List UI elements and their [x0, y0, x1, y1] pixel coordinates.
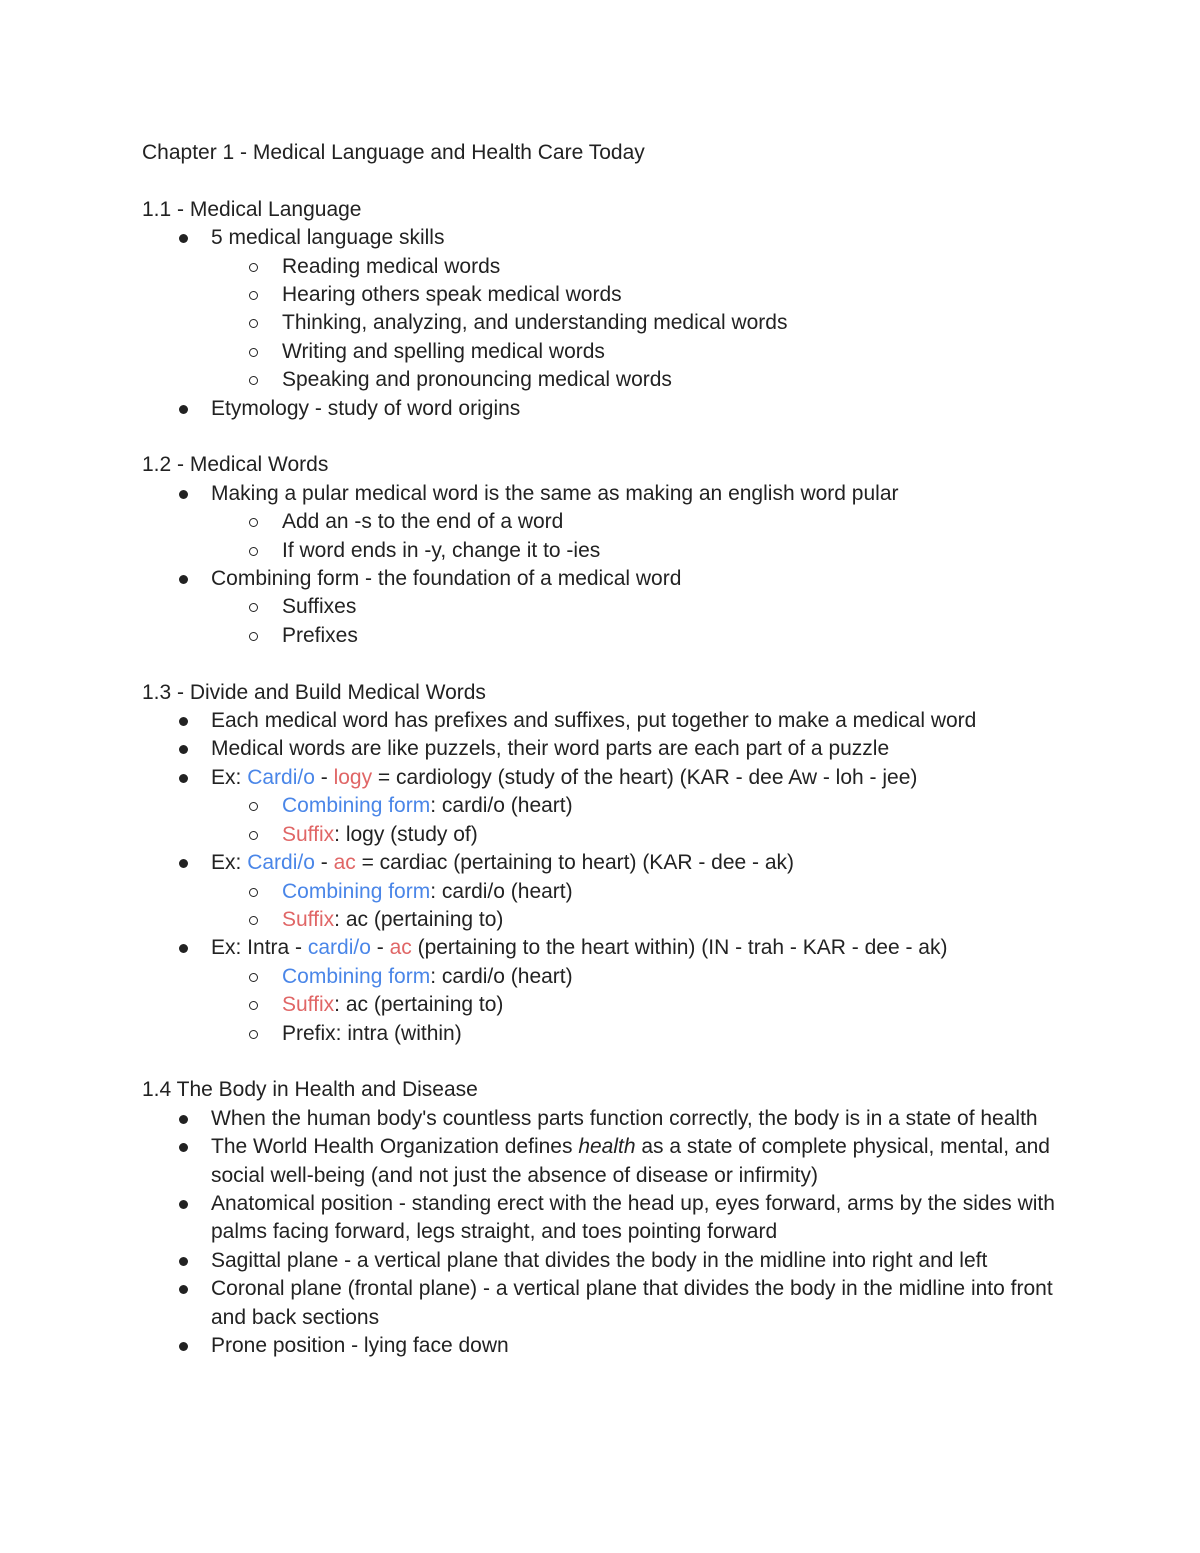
bullet-icon [179, 1115, 188, 1124]
bullet-icon [179, 859, 188, 868]
list-item: Suffix: ac (pertaining to) [142, 991, 1062, 1019]
circle-bullet-icon [249, 973, 258, 982]
list-item: Prefix: intra (within) [142, 1020, 1062, 1048]
circle-bullet-icon [249, 916, 258, 925]
section-heading-1-2: 1.2 - Medical Words [142, 453, 329, 477]
example-item: Ex: Intra - cardi/o - ac (pertaining to the heart within) (IN - trah - KAR - dee - ak) [142, 934, 1062, 962]
circle-bullet-icon [249, 888, 258, 897]
list-item: Prefixes [142, 622, 1062, 650]
list-item: Prone position - lying face down [142, 1332, 1062, 1360]
list-item: Combining form - the foundation of a medical word [142, 565, 1062, 593]
bullet-icon [179, 1285, 188, 1294]
suffix-text: ac [389, 936, 412, 960]
bullet-icon [179, 1257, 188, 1266]
list-item: Combining form: cardi/o (heart) [142, 963, 1062, 991]
list-item: Sagittal plane - a vertical plane that divides the body in the midline into right and left [142, 1247, 1062, 1275]
combining-form-label: Combining form [282, 879, 431, 903]
list-item: Thinking, analyzing, and understanding medical words [142, 309, 1062, 337]
combining-form-text: cardi/o [307, 936, 371, 960]
bullet-icon [179, 490, 188, 499]
circle-bullet-icon [249, 291, 258, 300]
emphasized-term: health [578, 1135, 636, 1159]
list-item: 5 medical language skills [142, 224, 1062, 252]
list-item: When the human body's countless parts function correctly, the body is in a state of health [142, 1105, 1062, 1133]
circle-bullet-icon [249, 263, 258, 272]
list-item: Anatomical position - standing erect with the head up, eyes forward, arms by the sides with palms facing forward, legs straight, and toes pointing forward [142, 1190, 1062, 1247]
example-item: Ex: Cardi/o - logy = cardiology (study of the heart) (KAR - dee Aw - loh - jee) [142, 764, 1062, 792]
circle-bullet-icon [249, 547, 258, 556]
list-item: The World Health Organization defines health as a state of complete physical, mental, and social well-being (and not just the absence of disease or infirmity) [142, 1133, 1062, 1190]
section-heading-1-1: 1.1 - Medical Language [142, 197, 362, 221]
bullet-icon [179, 575, 188, 584]
circle-bullet-icon [249, 831, 258, 840]
list-item: Suffix: ac (pertaining to) [142, 906, 1062, 934]
list-item: Each medical word has prefixes and suffixes, put together to make a medical word [142, 707, 1062, 735]
section-1-3-list [142, 707, 1062, 1048]
circle-bullet-icon [249, 348, 258, 357]
example-item: Ex: Cardi/o - ac = cardiac (pertaining to heart) (KAR - dee - ak) [142, 849, 1062, 877]
list-item: Writing and spelling medical words [142, 338, 1062, 366]
circle-bullet-icon [249, 1030, 258, 1039]
blank-line [142, 1048, 1062, 1076]
combining-form-label: Combining form [282, 794, 431, 818]
circle-bullet-icon [249, 632, 258, 641]
list-item: Speaking and pronouncing medical words [142, 366, 1062, 394]
combining-form-label: Combining form [282, 964, 431, 988]
section-heading-1-3: 1.3 - Divide and Build Medical Words [142, 680, 486, 704]
document-body [142, 139, 1062, 1360]
bullet-icon [179, 1342, 188, 1351]
blank-line [142, 423, 1062, 451]
list-item: If word ends in -y, change it to -ies [142, 537, 1062, 565]
bullet-icon [179, 944, 188, 953]
circle-bullet-icon [249, 802, 258, 811]
circle-bullet-icon [249, 518, 258, 527]
blank-line [142, 650, 1062, 678]
document-title: Chapter 1 - Medical Language and Health Care Today [142, 141, 645, 164]
combining-form-text: Cardi/o [247, 765, 315, 789]
bullet-icon [179, 745, 188, 754]
suffix-label: Suffix [282, 907, 335, 931]
section-1-2-list [142, 480, 1062, 650]
suffix-text: logy [333, 765, 373, 789]
section-heading-1-4: 1.4 The Body in Health and Disease [142, 1078, 478, 1102]
bullet-icon [179, 405, 188, 414]
suffix-label: Suffix [282, 822, 335, 846]
list-item: Reading medical words [142, 253, 1062, 281]
list-item: Add an -s to the end of a word [142, 508, 1062, 536]
suffix-label: Suffix [282, 993, 335, 1017]
suffix-text: ac [333, 851, 356, 875]
bullet-icon [179, 774, 188, 783]
blank-line [142, 167, 1062, 195]
bullet-icon [179, 1200, 188, 1209]
list-item: Combining form: cardi/o (heart) [142, 878, 1062, 906]
list-item: Coronal plane (frontal plane) - a vertical plane that divides the body in the midline into front and back sections [142, 1275, 1062, 1332]
circle-bullet-icon [249, 603, 258, 612]
circle-bullet-icon [249, 1001, 258, 1010]
list-item: Suffixes [142, 593, 1062, 621]
list-item: Making a pular medical word is the same as making an english word pular [142, 480, 1062, 508]
section-1-4-list [142, 1105, 1062, 1361]
list-item: Medical words are like puzzels, their word parts are each part of a puzzle [142, 735, 1062, 763]
combining-form-text: Cardi/o [247, 851, 315, 875]
bullet-icon [179, 717, 188, 726]
circle-bullet-icon [249, 319, 258, 328]
list-item: Etymology - study of word origins [142, 395, 1062, 423]
list-item: Combining form: cardi/o (heart) [142, 792, 1062, 820]
bullet-icon [179, 1143, 188, 1152]
circle-bullet-icon [249, 376, 258, 385]
list-item: Hearing others speak medical words [142, 281, 1062, 309]
bullet-icon [179, 234, 188, 243]
list-item: Suffix: logy (study of) [142, 821, 1062, 849]
section-1-1-list [142, 224, 1062, 423]
